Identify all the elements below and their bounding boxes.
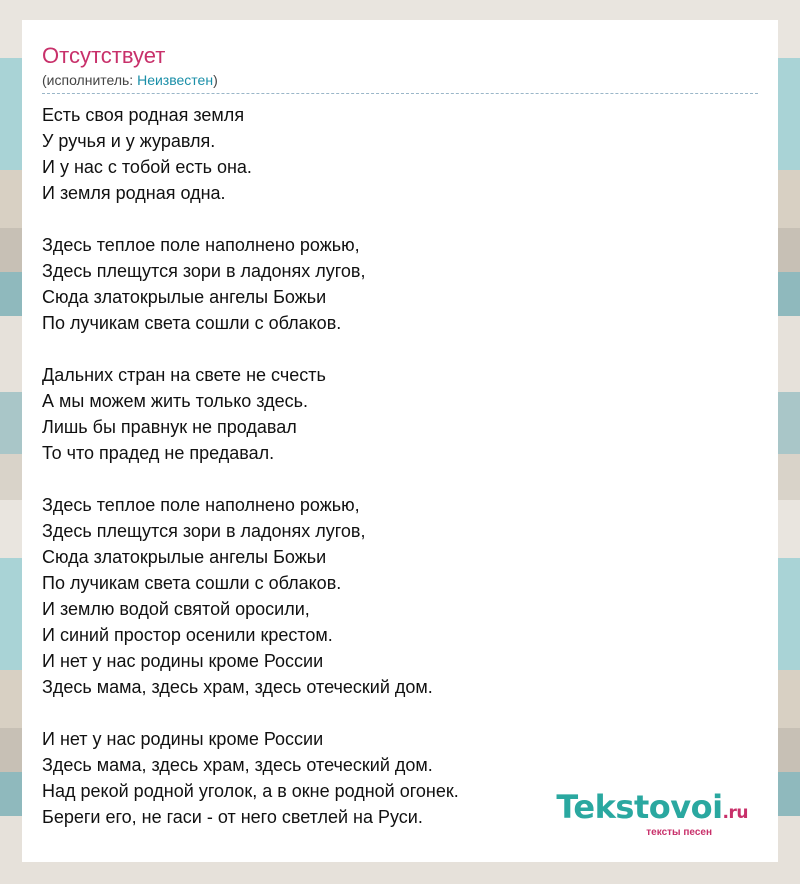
- artist-line: [42, 72, 758, 94]
- lyric-line: Над рекой родной уголок, а в окне родной огонек.: [42, 781, 459, 801]
- lyric-line: По лучикам света сошли с облаков.: [42, 313, 342, 333]
- logo-main-text: Tekstovoi: [556, 788, 723, 826]
- artist-prefix: (исполнитель:: [42, 72, 138, 88]
- lyric-line: Здесь теплое поле наполнено рожью,: [42, 495, 360, 515]
- artist-link[interactable]: Неизвестен: [137, 72, 214, 88]
- lyric-line: Здесь плещутся зори в ладонях лугов,: [42, 521, 366, 541]
- logo-tld: .ru: [722, 803, 748, 823]
- lyric-line: Здесь мама, здесь храм, здесь отеческий дом.: [42, 677, 433, 697]
- lyric-line: И нет у нас родины кроме России: [42, 729, 324, 749]
- lyric-line: Дальних стран на свете не счесть: [42, 365, 326, 385]
- lyric-line: Сюда златокрылые ангелы Божьи: [42, 287, 327, 307]
- site-logo[interactable]: [556, 790, 748, 838]
- stanza-break: [42, 206, 758, 232]
- lyric-line: Здесь мама, здесь храм, здесь отеческий дом.: [42, 755, 433, 775]
- lyric-line: И нет у нас родины кроме России: [42, 651, 324, 671]
- stanza-break: [42, 700, 758, 726]
- lyric-line: Сюда златокрылые ангелы Божьи: [42, 547, 327, 567]
- artist-suffix: ): [213, 72, 218, 88]
- lyric-line: У ручья и у журавля.: [42, 131, 216, 151]
- lyric-line: И земля родная одна.: [42, 183, 226, 203]
- lyric-line: А мы можем жить только здесь.: [42, 391, 309, 411]
- logo-subtitle: тексты песен: [646, 827, 712, 838]
- lyrics-card: [22, 20, 778, 862]
- lyric-line: По лучикам света сошли с облаков.: [42, 573, 342, 593]
- stanza-break: [42, 466, 758, 492]
- lyric-line: И у нас с тобой есть она.: [42, 157, 252, 177]
- lyric-line: Здесь теплое поле наполнено рожью,: [42, 235, 360, 255]
- stanza-break: [42, 336, 758, 362]
- lyric-line: И синий простор осенили крестом.: [42, 625, 333, 645]
- lyrics-text: [42, 102, 758, 830]
- logo-wordmark: [556, 790, 748, 830]
- lyric-line: И землю водой святой оросили,: [42, 599, 310, 619]
- lyric-line: Здесь плещутся зори в ладонях лугов,: [42, 261, 366, 281]
- song-title: Отсутствует: [42, 43, 166, 68]
- lyric-line: Лишь бы правнук не продавал: [42, 417, 297, 437]
- lyric-line: Береги его, не гаси - от него светлей на Руси.: [42, 807, 423, 827]
- lyric-line: То что прадед не предавал.: [42, 443, 275, 463]
- lyric-line: Есть своя родная земля: [42, 105, 245, 125]
